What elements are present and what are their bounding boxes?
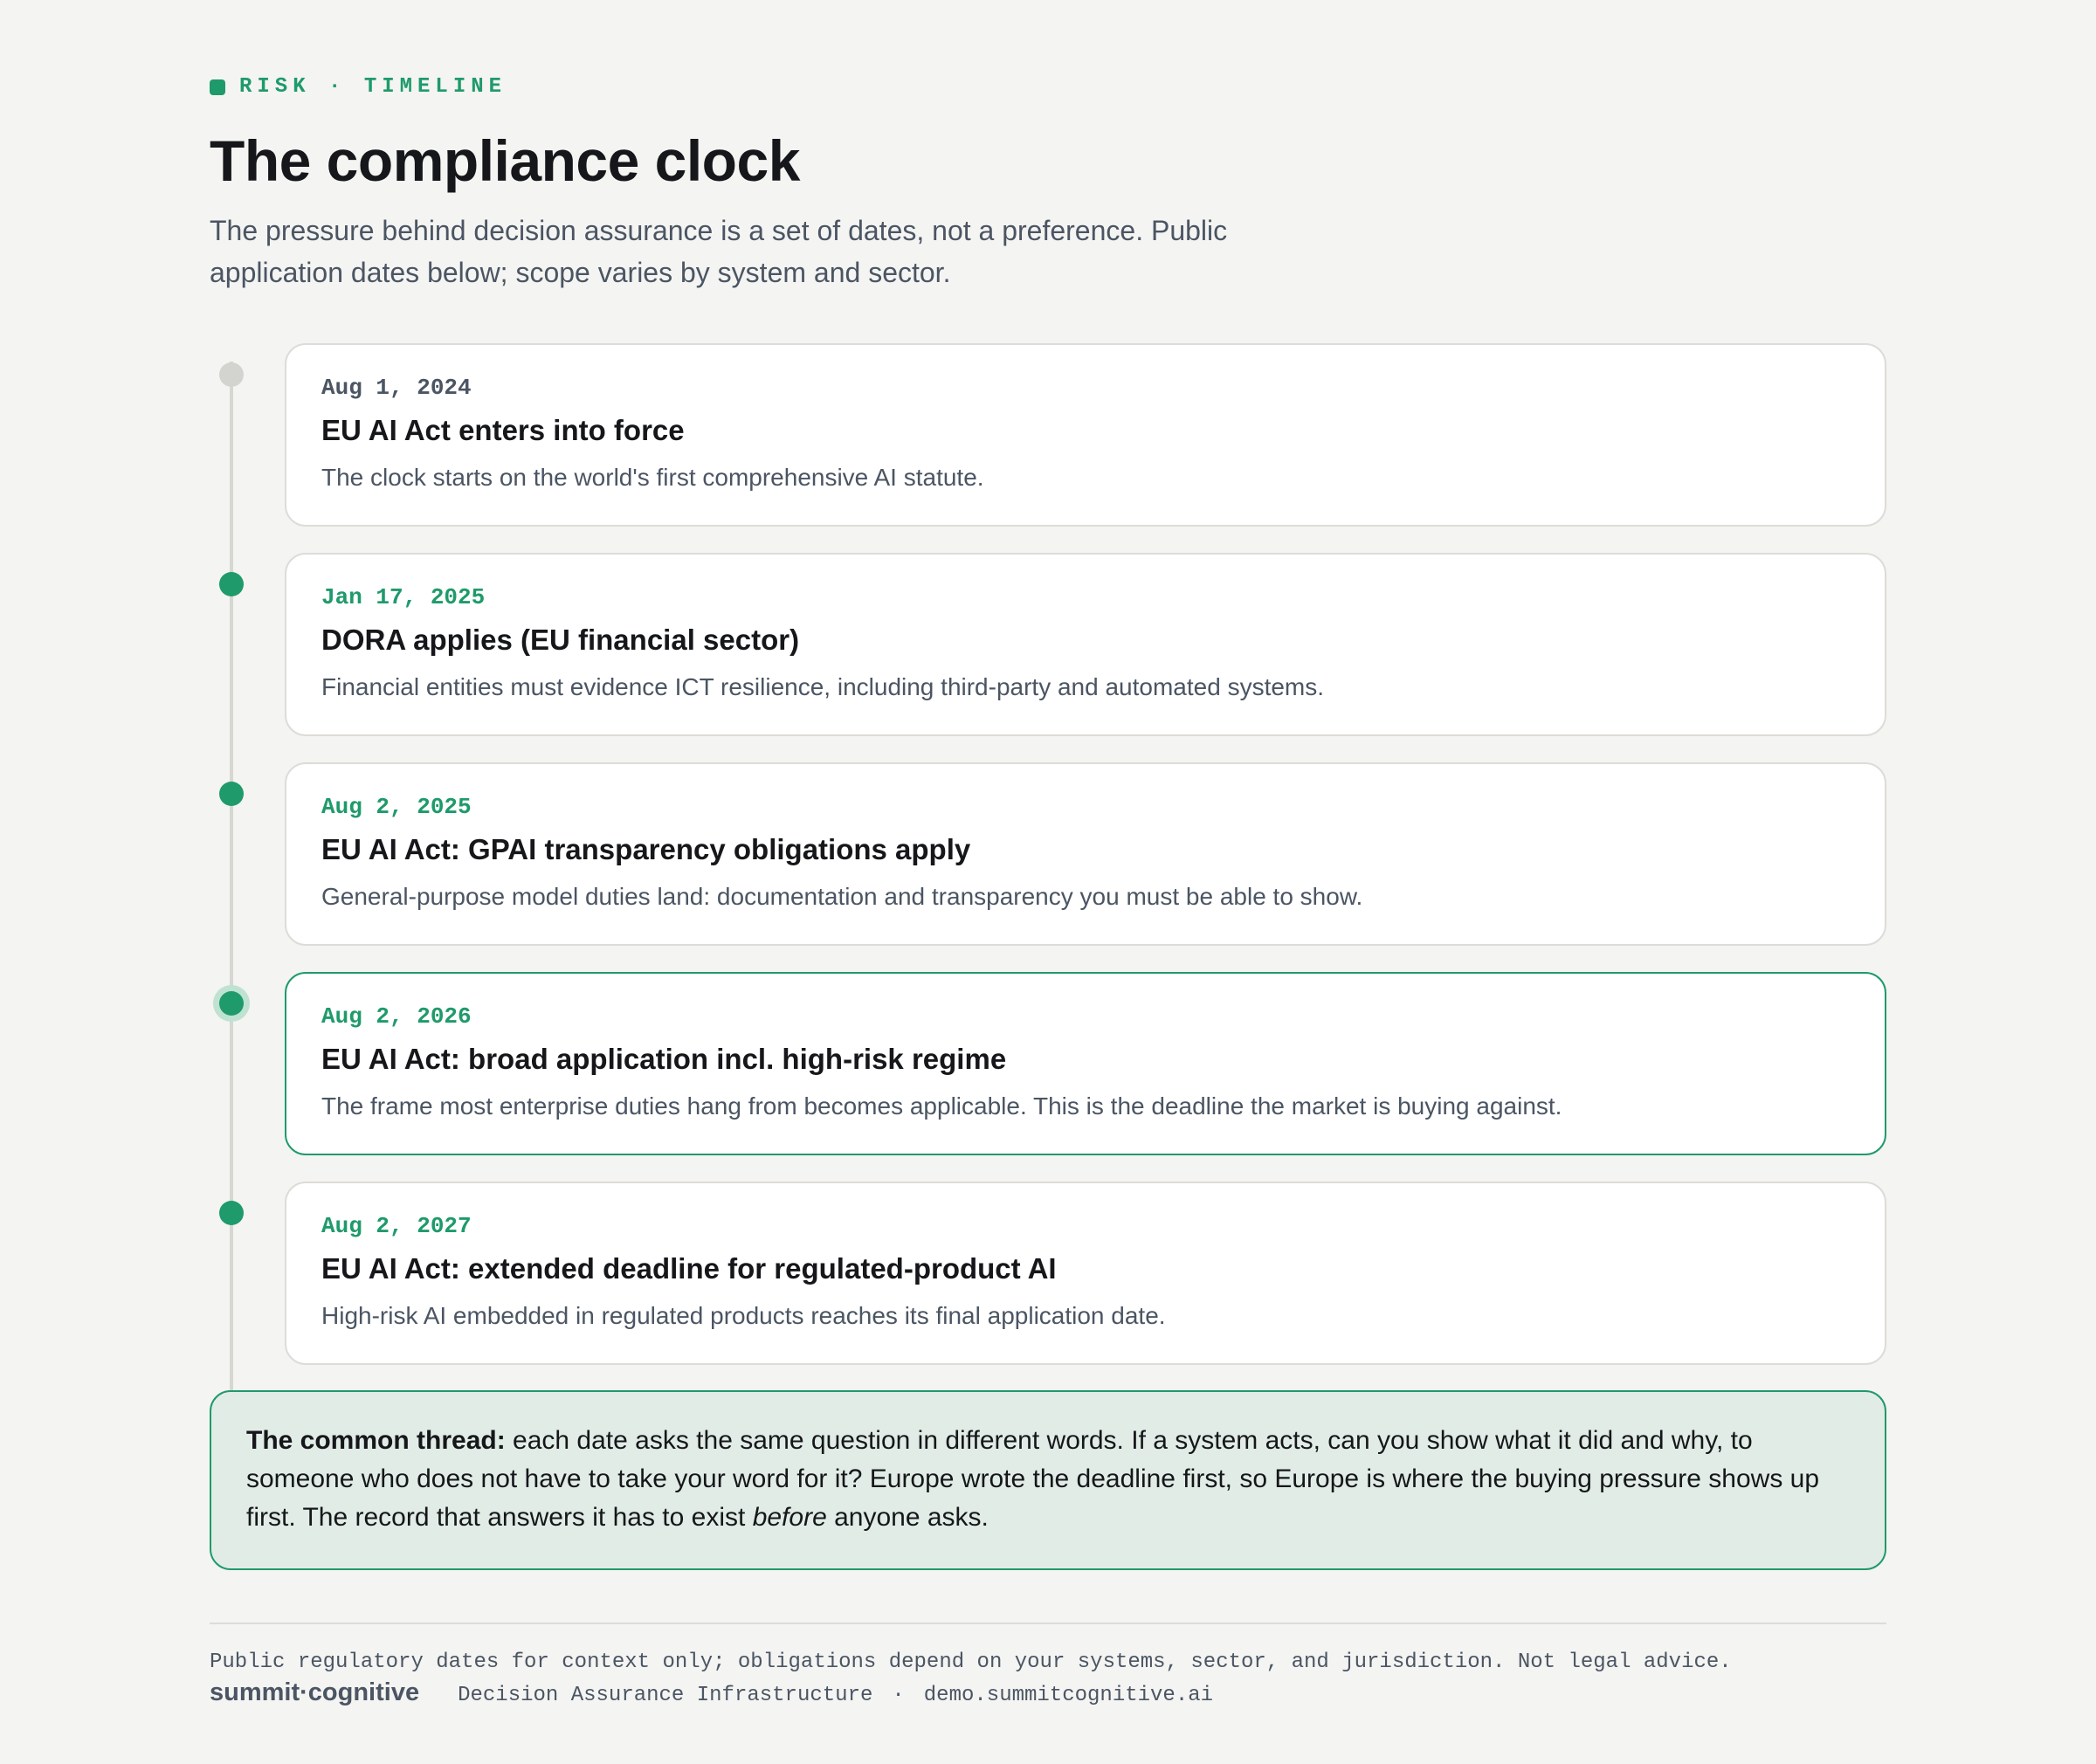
footer-tagline: Decision Assurance Infrastructure [458,1684,873,1707]
event-description: The frame most enterprise duties hang from becomes applicable. This is the deadline the market is buying against. [321,1092,1562,1120]
footer-separator: · [892,1684,905,1707]
eyebrow-square-icon [210,79,225,95]
event-title: DORA applies (EU financial sector) [321,624,800,656]
event-date: Aug 2, 2027 [321,1213,472,1239]
event-title: EU AI Act enters into force [321,414,685,446]
event-date: Aug 1, 2024 [321,375,472,401]
timeline-event [210,1182,1886,1365]
timeline-dot-past [219,362,244,387]
timeline-dot [219,1201,244,1225]
event-title: EU AI Act: GPAI transparency obligations apply [321,833,971,865]
common-thread-callout [210,1390,1886,1570]
event-card [285,553,1886,736]
event-description: High-risk AI embedded in regulated products reaches its final application date. [321,1302,1166,1329]
footer-meta [458,1684,1213,1707]
timeline-dot [219,572,244,596]
event-card [285,343,1886,527]
event-card [285,1182,1886,1365]
eyebrow [210,75,507,99]
callout-text-end: anyone asks. [826,1503,989,1532]
footer-divider [210,1623,1886,1624]
timeline-event-current [210,972,1886,1155]
event-date: Jan 17, 2025 [321,584,486,610]
event-date: Aug 2, 2026 [321,1003,472,1030]
eyebrow-label: RISK · TIMELINE [239,75,507,99]
timeline-event [210,762,1886,946]
event-description: Financial entities must evidence ICT resilience, including third-party and automated systems. [321,673,1325,700]
event-date: Aug 2, 2025 [321,794,472,820]
footer [210,1678,1213,1707]
brand-logo: summit·cognitive [210,1678,420,1706]
page-title: The compliance clock [210,128,800,193]
event-title: EU AI Act: extended deadline for regulated-product AI [321,1252,1057,1285]
callout-emphasis: before [752,1503,827,1532]
timeline-event [210,553,1886,736]
event-card-highlighted [285,972,1886,1155]
footer-url-link[interactable]: demo.summitcognitive.ai [923,1684,1214,1707]
disclaimer: Public regulatory dates for context only; obligations depend on your systems, sector, and jurisdiction. Not legal advice. [210,1650,1732,1674]
callout-lead: The common thread: [246,1426,506,1455]
timeline-dot [219,782,244,806]
event-description: General-purpose model duties land: documentation and transparency you must be able to show. [321,883,1363,910]
event-description: The clock starts on the world's first comprehensive AI statute. [321,464,984,491]
timeline-event [210,343,1886,527]
timeline-dot-current [219,991,244,1016]
callout-text: each date asks the same question in different words. If a system acts, can you show what it did and why, to someone who does not have to take your word for it? Europe wrote the deadline first, so Europe is where the buying pressure shows up first. The record that answers it has to exist [246,1426,1820,1532]
page-subtitle: The pressure behind decision assurance is a set of dates, not a preference. Public application dates below; scope varies by system and sector. [210,215,1228,288]
event-card [285,762,1886,946]
event-title: EU AI Act: broad application incl. high-risk regime [321,1043,1007,1075]
